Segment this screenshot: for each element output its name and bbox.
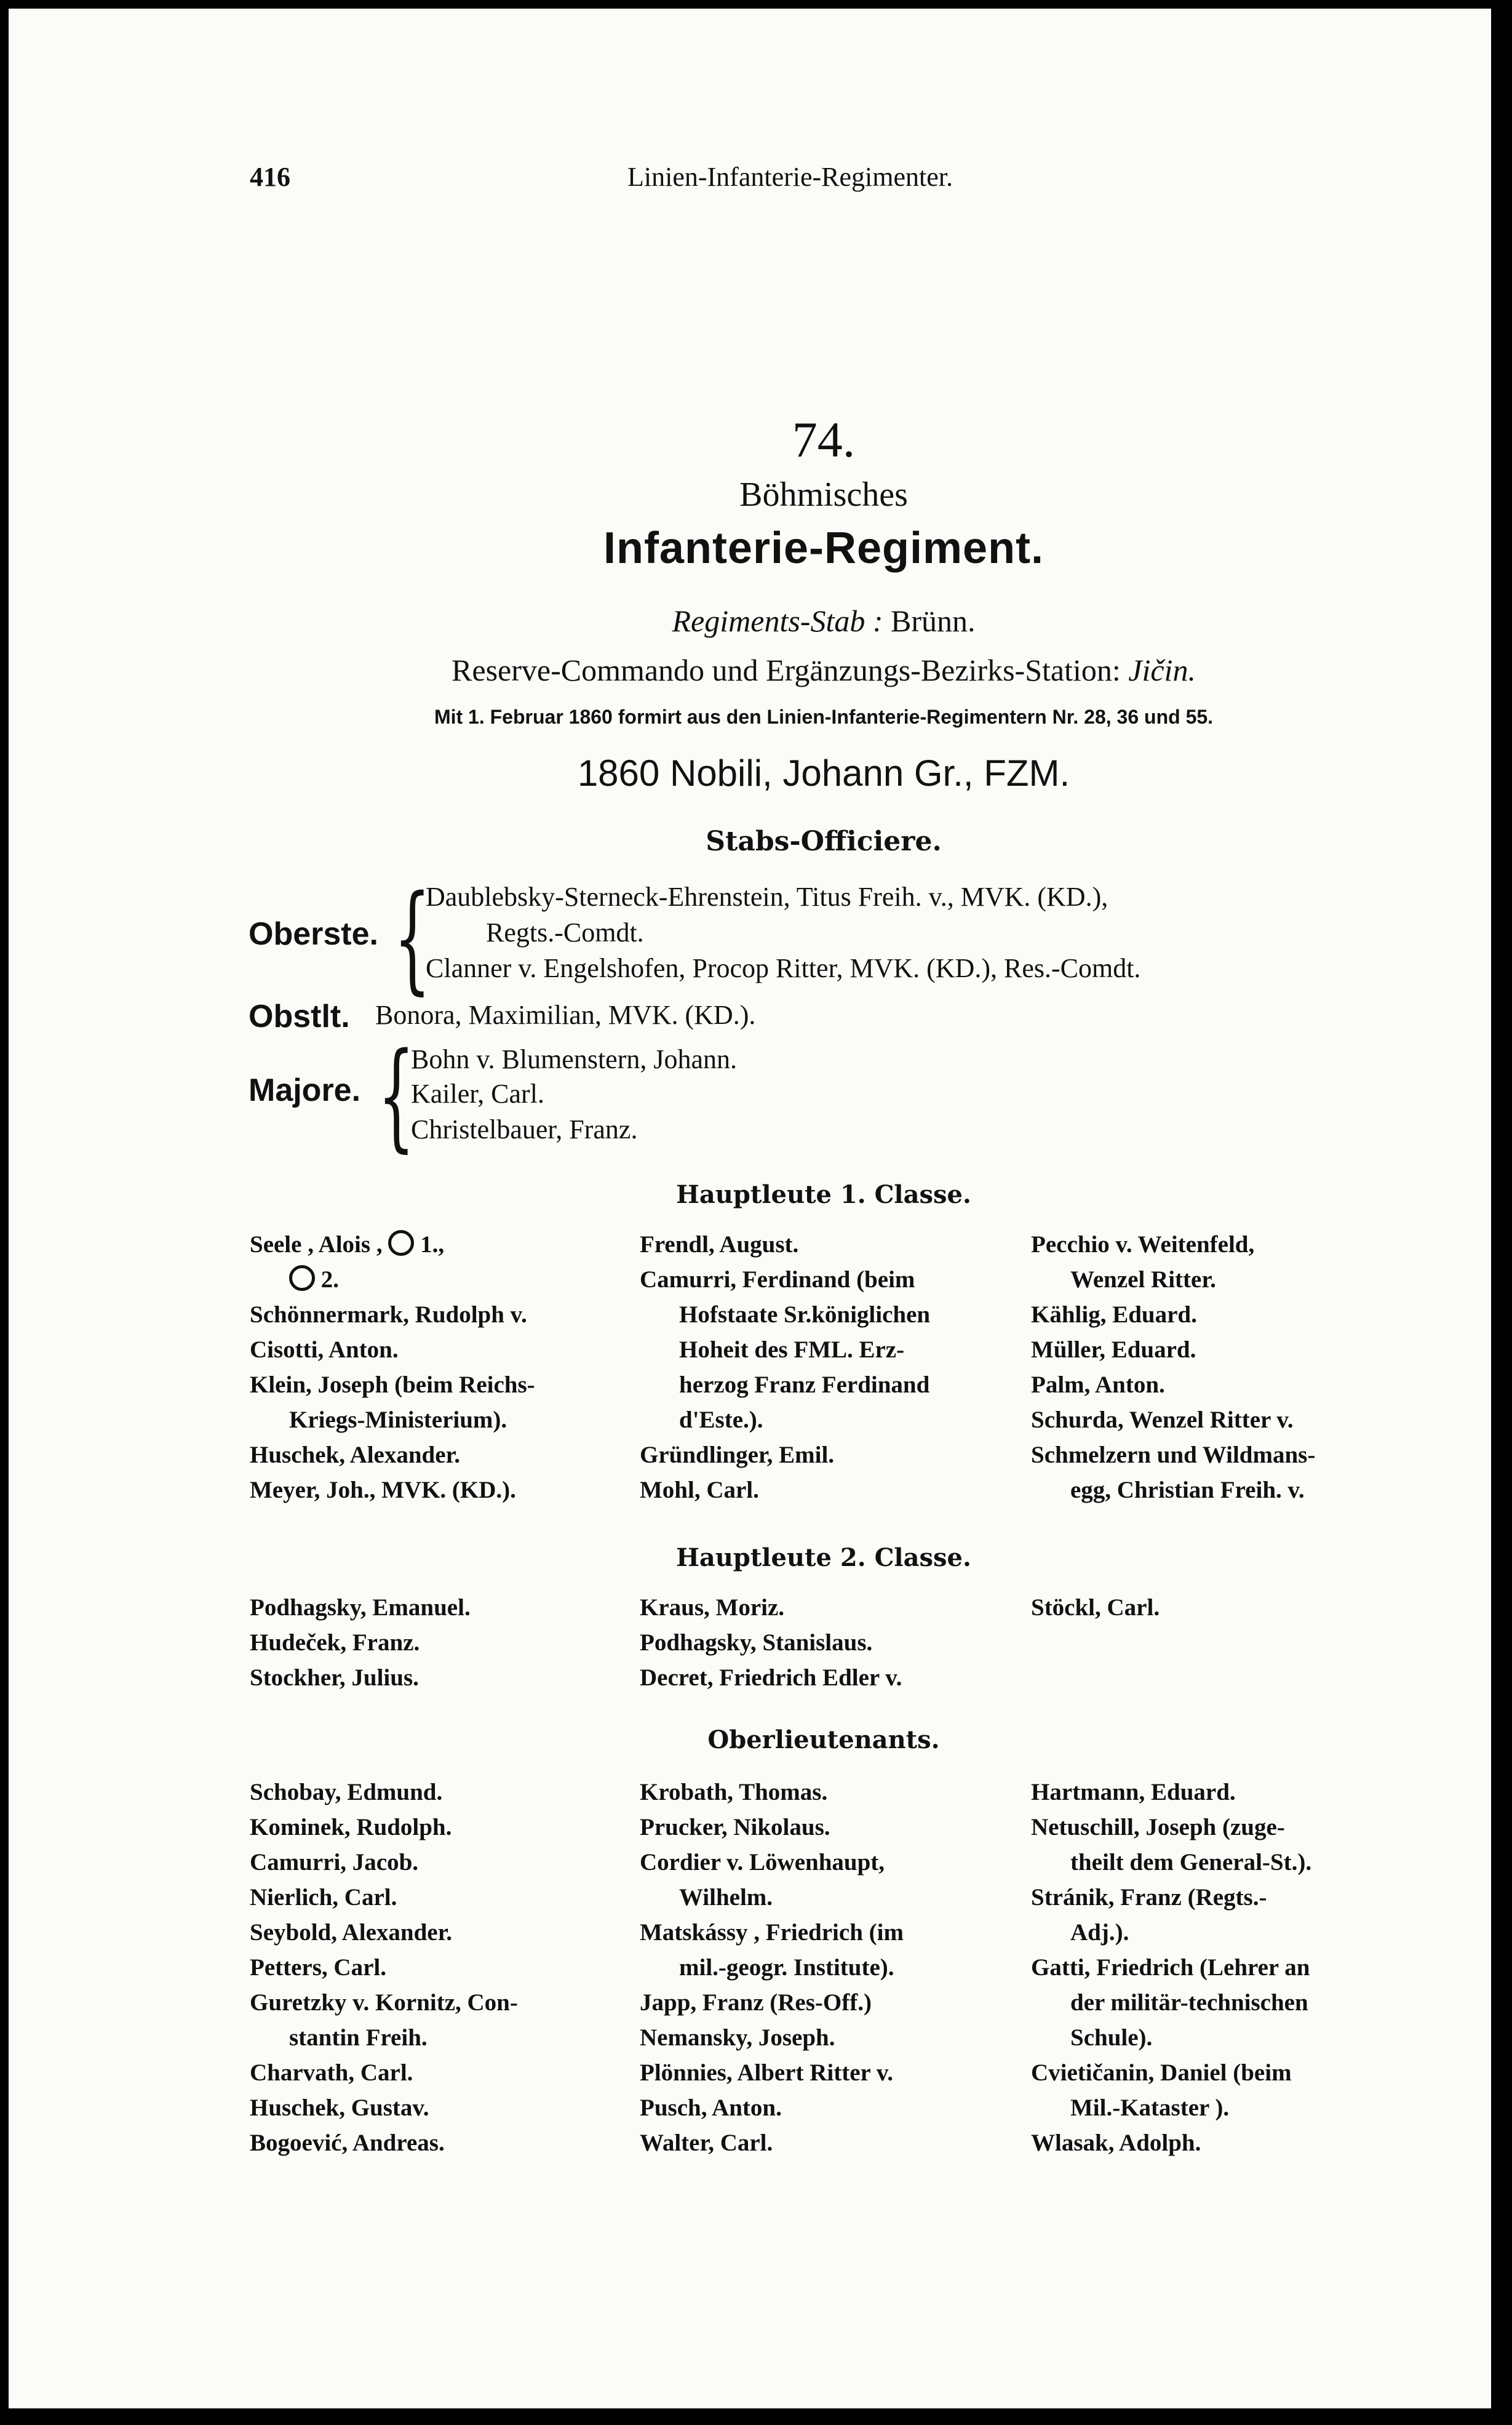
list-item: Mohl, Carl. (640, 1477, 759, 1503)
majore-entry-1: Bohn v. Blumenstern, Johann. (411, 1044, 737, 1074)
list-item: Schurda, Wenzel Ritter v. (1031, 1407, 1294, 1433)
list-item: Stránik, Franz (Regts.- (1031, 1884, 1267, 1911)
list-item: Matskássy , Friedrich (im (640, 1919, 904, 1946)
list-item: Krobath, Thomas. (640, 1779, 828, 1805)
list-item: Schule). (1070, 2024, 1153, 2051)
list-item: Netuschill, Joseph (zuge- (1031, 1814, 1285, 1840)
list-item: Seybold, Alexander. (250, 1919, 453, 1946)
regiment-name-line1: Böhmisches (739, 476, 908, 514)
list-item: Camurri, Ferdinand (beim (640, 1266, 915, 1293)
list-item: stantin Freih. (289, 2024, 428, 2051)
list-item: Pecchio v. Weitenfeld, (1031, 1231, 1255, 1258)
stab-place: Brünn. (890, 604, 976, 638)
hauptleute2-column-1 (250, 1590, 471, 1695)
obstlt-entry: Bonora, Maximilian, MVK. (KD.). (375, 1000, 756, 1030)
list-item: Seele , Alois , 1., (250, 1231, 445, 1258)
list-item: Bogoević, Andreas. (250, 2130, 445, 2156)
list-item: Cvietičanin, Daniel (beim (1031, 2059, 1292, 2086)
list-item: Wilhelm. (679, 1884, 773, 1911)
list-item: Kriegs-Ministerium). (289, 1407, 507, 1433)
list-item: mil.-geogr. Institute). (679, 1954, 894, 1981)
order-roundel-icon (388, 1230, 414, 1256)
list-item: Podhagsky, Stanislaus. (640, 1629, 873, 1656)
order-roundel-icon (289, 1265, 315, 1291)
list-item: Prucker, Nikolaus. (640, 1814, 830, 1840)
list-item: Decret, Friedrich Edler v. (640, 1664, 902, 1691)
list-item: Müller, Eduard. (1031, 1336, 1196, 1363)
list-item: Stöckl, Carl. (1031, 1594, 1160, 1621)
list-item: Mil.-Kataster ). (1070, 2095, 1230, 2121)
list-item: Huschek, Alexander. (250, 1442, 461, 1468)
list-item: Stockher, Julius. (250, 1664, 419, 1691)
regiment-number: 74. (792, 412, 856, 468)
list-item: Wlasak, Adolph. (1031, 2130, 1201, 2156)
list-item: Meyer, Joh., MVK. (KD.). (250, 1477, 516, 1503)
list-item: Huschek, Gustav. (250, 2095, 429, 2121)
hauptleute1-column-1 (250, 1227, 535, 1508)
list-item: Palm, Anton. (1031, 1372, 1165, 1398)
list-item: Schobay, Edmund. (250, 1779, 443, 1805)
list-item: Petters, Carl. (250, 1954, 386, 1981)
list-item: Nemansky, Joseph. (640, 2024, 835, 2051)
oberste-brace: { (394, 870, 431, 1006)
list-item: Wenzel Ritter. (1070, 1266, 1216, 1293)
reserve-text: Reserve-Commando und Ergänzungs-Bezirks-Station: (452, 653, 1121, 687)
list-item: Hofstaate Sr.königlichen (679, 1301, 931, 1328)
list-item: Pusch, Anton. (640, 2095, 782, 2121)
list-item: Hartmann, Eduard. (1031, 1779, 1236, 1805)
list-item: Japp, Franz (Res-Off.) (640, 1989, 872, 2016)
list-item: Walter, Carl. (640, 2130, 773, 2156)
hauptleute1-column-2 (640, 1227, 930, 1508)
hauptleute2-heading: Hauptleute 2. Classe. (676, 1543, 971, 1572)
list-item: Schönnermark, Rudolph v. (250, 1301, 527, 1328)
list-item: Camurri, Jacob. (250, 1849, 419, 1876)
list-item: Podhagsky, Emanuel. (250, 1594, 471, 1621)
list-item: Gatti, Friedrich (Lehrer an (1031, 1954, 1310, 1981)
list-item: Cordier v. Löwenhaupt, (640, 1849, 885, 1876)
oberste-entry-2: Clanner v. Engelshofen, Procop Ritter, MVK. (KD.), Res.-Comdt. (426, 953, 1141, 983)
list-item: Charvath, Carl. (250, 2059, 413, 2086)
inhaber-line: 1860 Nobili, Johann Gr., FZM. (577, 753, 1070, 794)
majore-label: Majore. (249, 1073, 361, 1108)
list-item: Kraus, Moriz. (640, 1594, 785, 1621)
list-item: 2. (250, 1262, 535, 1297)
majore-entry-3: Christelbauer, Franz. (411, 1114, 638, 1145)
page-number: 416 (250, 162, 290, 192)
list-item: Hoheit des FML. Erz- (679, 1336, 905, 1363)
majore-brace: { (378, 1028, 415, 1164)
hauptleute2-column-3 (1031, 1590, 1160, 1625)
list-item: Gründlinger, Emil. (640, 1442, 835, 1468)
list-item: egg, Christian Freih. v. (1070, 1477, 1305, 1503)
list-item: Schmelzern und Wildmans- (1031, 1442, 1316, 1468)
list-item: Hudeček, Franz. (250, 1629, 420, 1656)
hauptleute1-heading: Hauptleute 1. Classe. (676, 1180, 971, 1209)
oberlieutenants-column-2 (640, 1775, 904, 2160)
running-title: Linien-Infanterie-Regimenter. (627, 162, 953, 192)
formation-note: Mit 1. Februar 1860 formirt aus den Linien-Infanterie-Regimentern Nr. 28, 36 und 55. (434, 706, 1214, 728)
list-item: Frendl, August. (640, 1231, 799, 1258)
list-item: Kominek, Rudolph. (250, 1814, 452, 1840)
list-item: Guretzky v. Kornitz, Con- (250, 1989, 518, 2016)
list-item: Adj.). (1070, 1919, 1129, 1946)
stabs-officiere-heading: Stabs-Officiere. (706, 826, 942, 857)
oberste-entry-1: Daublebsky-Sterneck-Ehrenstein, Titus Freih. v., MVK. (KD.), (426, 882, 1108, 912)
oberlieutenants-heading: Oberlieutenants. (707, 1725, 940, 1754)
list-item: Plönnies, Albert Ritter v. (640, 2059, 893, 2086)
list-item: d'Este.). (679, 1407, 763, 1433)
stab-label: Regiments-Stab : (672, 604, 883, 638)
obstlt-label: Obstlt. (249, 999, 350, 1034)
reserve-line (68, 652, 1512, 688)
list-item: der militär-technischen (1070, 1989, 1308, 2016)
regiments-stab-line (68, 603, 1512, 639)
list-item: Nierlich, Carl. (250, 1884, 397, 1911)
hauptleute2-column-2 (640, 1590, 902, 1695)
oberlieutenants-column-3 (1031, 1775, 1311, 2160)
list-item: theilt dem General-St.). (1070, 1849, 1312, 1876)
regiment-name-line2: Infanterie-Regiment. (603, 524, 1044, 573)
oberlieutenants-column-1 (250, 1775, 518, 2160)
list-item: Kählig, Eduard. (1031, 1301, 1197, 1328)
oberste-label: Oberste. (249, 916, 378, 952)
oberste-entry-1-cont: Regts.-Comdt. (486, 917, 644, 948)
list-item: herzog Franz Ferdinand (679, 1372, 930, 1398)
hauptleute1-column-3 (1031, 1227, 1315, 1508)
reserve-place: Jičin. (1128, 653, 1196, 687)
list-item: Cisotti, Anton. (250, 1336, 399, 1363)
majore-entry-2: Kailer, Carl. (411, 1079, 544, 1109)
list-item: Klein, Joseph (beim Reichs- (250, 1372, 535, 1398)
